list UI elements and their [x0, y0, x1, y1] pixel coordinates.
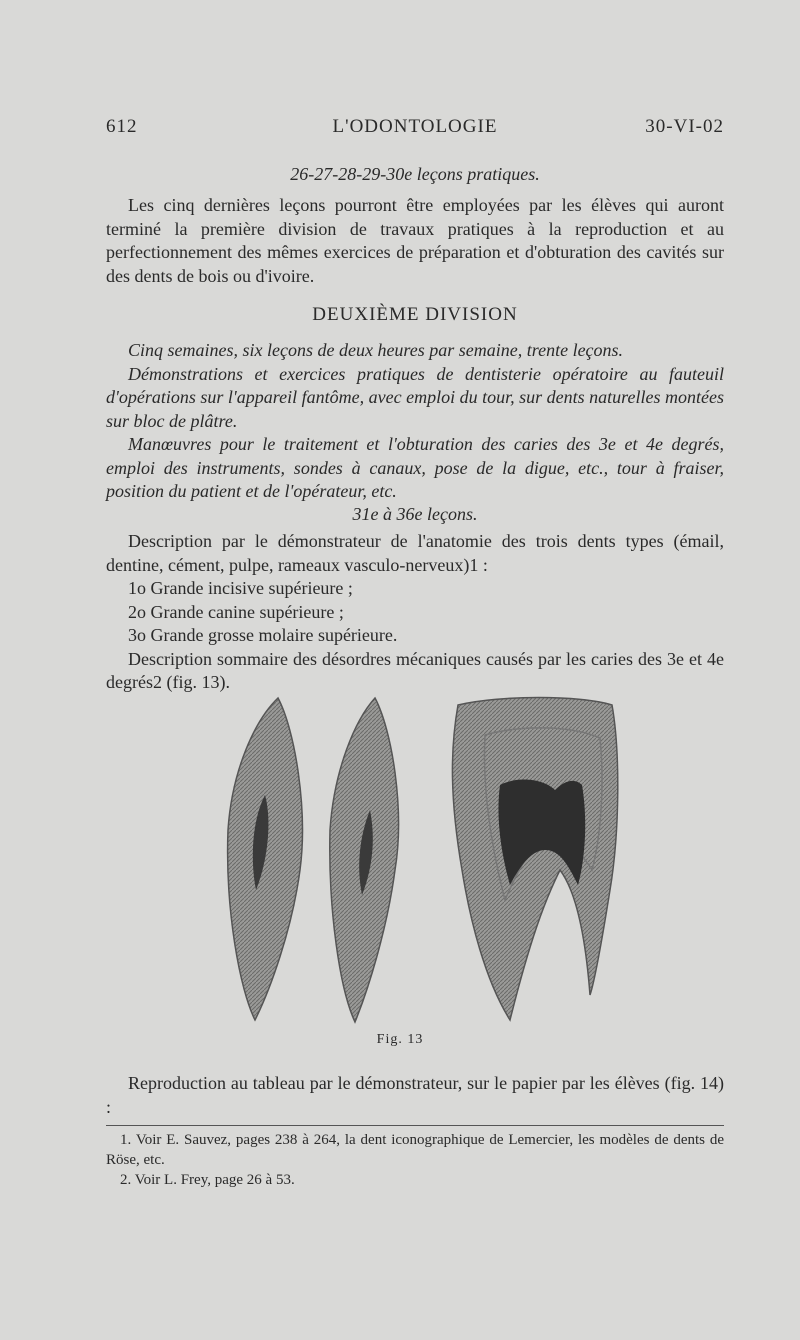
journal-title: L'ODONTOLOGIE — [332, 116, 498, 137]
lesson-heading-1: 26-27-28-29-30e leçons pratiques. — [290, 164, 540, 184]
tooth-figure — [200, 690, 630, 1030]
intro-text: Les cinq dernières leçons pourront être employées par les élèves qui auront terminé la première division de travaux pratiques à la reproduction et au perfectionnement des mêmes exercices de préparation et d'obturation des cavités sur des dents de bois ou d'ivoire. — [106, 195, 724, 286]
reproduction-paragraph — [106, 1072, 724, 1119]
footnote-1: 1. Voir E. Sauvez, pages 238 à 264, la dent iconographique de Lemercier, les modèles de dents de Röse, etc. — [106, 1132, 724, 1168]
description-1: Description par le démonstrateur de l'anatomie des trois dents types (émail, dentine, cément, pulpe, rameaux vasculo-nerveux)1 : — [106, 531, 724, 575]
lesson-heading-2: 31e à 36e leçons. — [352, 504, 478, 524]
canine-drawing — [330, 698, 399, 1022]
footnotes — [106, 1130, 724, 1190]
footnote-rule — [106, 1125, 724, 1126]
figure-caption: Fig. 13 — [376, 1032, 424, 1047]
italic-line-3: Manœuvres pour le traitement et l'obturation des caries des 3e et 4e degrés, emploi des instruments, sondes à canaux, pose de la digue, etc., tour à fraiser, position du patient et de l'opérateur, etc. — [106, 434, 724, 501]
tooth-item-3: 3o Grande grosse molaire supérieure. — [128, 625, 398, 645]
italic-block — [106, 339, 724, 504]
italic-line-1: Cinq semaines, six leçons de deux heures par semaine, trente leçons. — [128, 340, 624, 360]
italic-line-2: Démonstrations et exercices pratiques de dentisterie opératoire au fauteuil d'opérations sur l'appareil fantôme, avec emploi du tour, sur dents naturelles montées sur bloc de plâtre. — [106, 363, 724, 431]
tooth-item-1: 1o Grande incisive supérieure ; — [128, 578, 353, 598]
description-2: Description sommaire des désordres mécaniques causés par les caries des 3e et 4e degrés2 (fig. 13). — [106, 648, 724, 692]
tooth-item-2: 2o Grande canine supérieure ; — [128, 601, 344, 622]
issue-date: 30-VI-02 — [645, 116, 724, 137]
description-block — [106, 530, 724, 695]
molar-drawing — [452, 698, 617, 1021]
reproduction-text: Reproduction au tableau par le démonstrateur, sur le papier par les élèves (fig. 14) : — [106, 1073, 724, 1117]
section-title: DEUXIÈME DIVISION — [312, 304, 518, 325]
page-number: 612 — [106, 116, 138, 137]
incisor-drawing — [228, 698, 303, 1020]
footnote-2: 2. Voir L. Frey, page 26 à 53. — [120, 1172, 295, 1188]
running-header — [106, 116, 724, 142]
intro-paragraph — [106, 194, 724, 288]
